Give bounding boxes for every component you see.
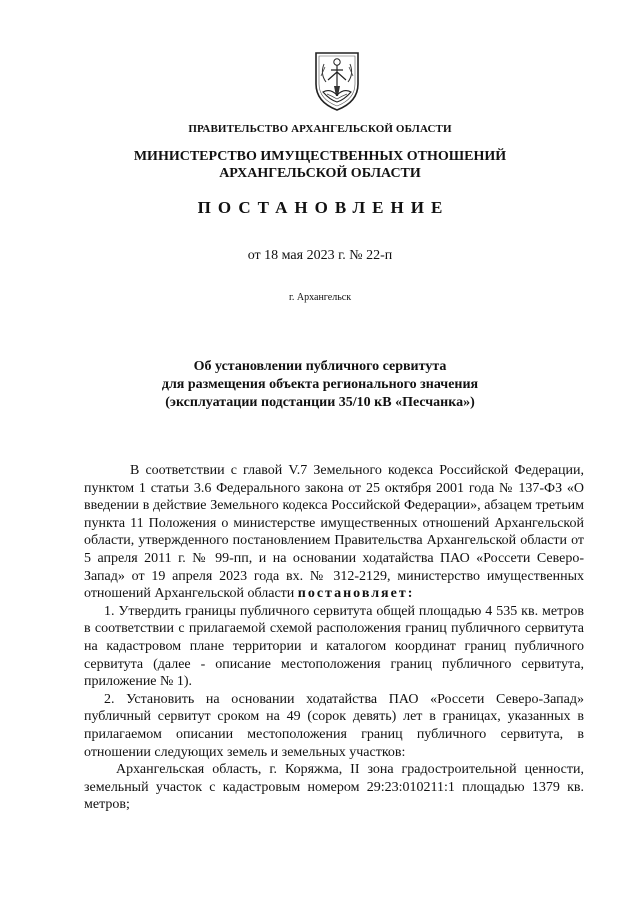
document-body (84, 462, 584, 814)
document-title-line3: (эксплуатации подстанции 35/10 кВ «Песчанка») (165, 395, 475, 410)
document-title-line1: Об установлении публичного сервитута (193, 359, 447, 374)
document-type: ПОСТАНОВЛЕНИЕ (197, 198, 450, 217)
ministry-name-line1: МИНИСТЕРСТВО ИМУЩЕСТВЕННЫХ ОТНОШЕНИЙ (133, 149, 507, 164)
ministry-name (0, 148, 640, 182)
paragraph-item-1: 1. Утвердить границы публичного сервитута общей площадью 4 535 кв. метров в соответствии с прилагаемой схемой расположения границ публичного сервитута на кадастровом плане территории и каталогом координат границ публичного сервитута (далее - описание местоположения границ публичного сервитута, приложение № 1). (84, 603, 584, 690)
ministry-name-line2: АРХАНГЕЛЬСКОЙ ОБЛАСТИ (219, 166, 421, 181)
paragraph-preamble (84, 462, 584, 603)
government-name: ПРАВИТЕЛЬСТВО АРХАНГЕЛЬСКОЙ ОБЛАСТИ (188, 123, 452, 135)
document-title-line2: для размещения объекта регионального значения (161, 377, 479, 392)
date-and-number: от 18 мая 2023 г. № 22-п (247, 248, 393, 263)
arkhangelsk-coat-of-arms-icon (312, 50, 362, 112)
city: г. Архангельск (288, 292, 352, 303)
document-title (0, 358, 640, 412)
preamble-text: В соответствии с главой V.7 Земельного кодекса Российской Федерации, пунктом 1 статьи 3.6 Федерального закона от 25 октября 2001 года № 137-ФЗ «О введении в действие Земельного кодекса Российской Федерации», абзацем третьим пункта 11 Положения о министерстве имущественных отношений Архангельской области, утвержденного постановлением Правительства Архангельской области от 5 апреля 2011 г. № 99-пп, и на основании ходатайства ПАО «Россети Северо-Запад» от 19 апреля 2023 года вх. № 312-2129, министерство имущественных отношений Архангельской области (84, 463, 584, 602)
paragraph-land-plot: Архангельская область, г. Коряжма, II зона градостроительной ценности, земельный участок с кадастровым номером 29:23:010211:1 площадью 1379 кв. метров; (84, 762, 584, 813)
resolution-keyword: постановляет: (297, 586, 415, 602)
paragraph-item-2: 2. Установить на основании ходатайства ПАО «Россети Северо-Запад» публичный сервитут сроком на 49 (сорок девять) лет в границах, указанных в прилагаемом описании местоположения границ публичного сервитута, в отношении следующих земель и земельных участков: (84, 691, 584, 760)
